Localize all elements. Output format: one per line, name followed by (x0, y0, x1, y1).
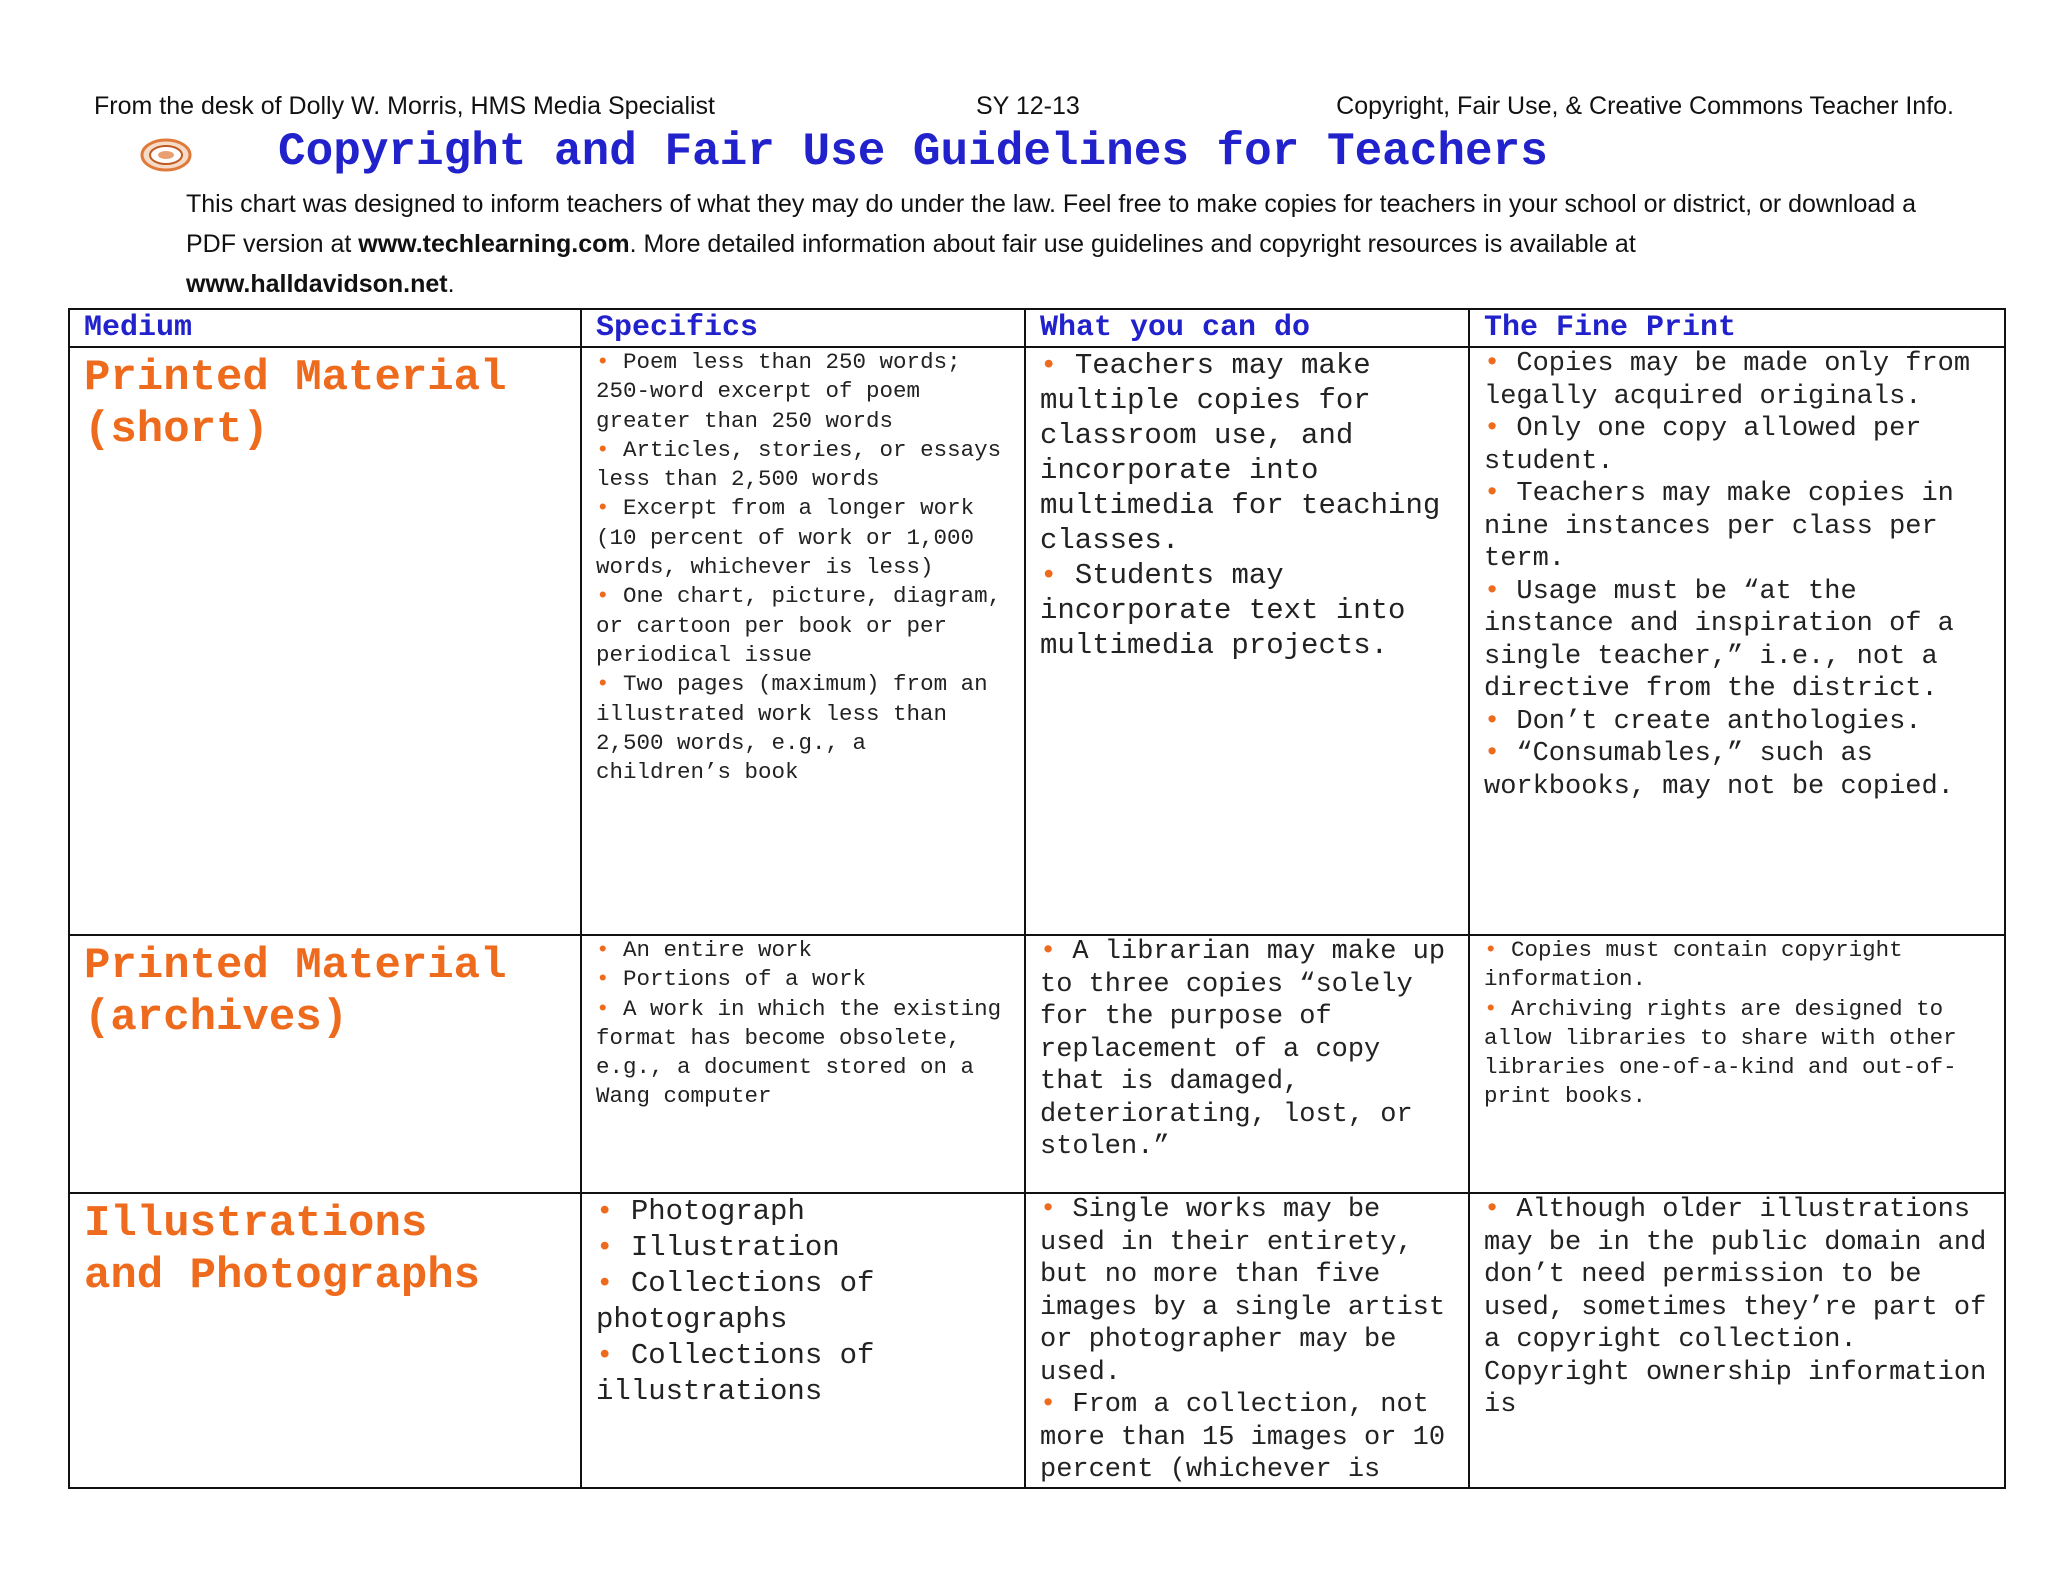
fine-print-list (1484, 936, 1990, 1112)
can-do-list (1040, 936, 1454, 1164)
column-header-medium: Medium (69, 309, 581, 347)
medium-line: Printed Material (84, 353, 507, 403)
guidelines-table (68, 308, 2006, 1489)
list-item: • A work in which the existing format has become obsolete, e.g., a document stored on a Wang computer (596, 995, 1002, 1110)
fine-print-list (1484, 1194, 1990, 1422)
header-topic: Copyright, Fair Use, & Creative Commons Teacher Info. (1336, 92, 1954, 120)
list-item: • Photograph (596, 1195, 805, 1228)
techlearning-link[interactable]: www.techlearning.com (358, 230, 630, 258)
specifics-list (596, 348, 1010, 787)
specifics-list (596, 1194, 1010, 1410)
page-title: Copyright and Fair Use Guidelines for Teachers (278, 126, 1548, 178)
list-item: • Only one copy allowed per student. (1484, 414, 1922, 477)
fine-print-cell (1469, 1193, 2005, 1488)
column-header-fine-print: The Fine Print (1469, 309, 2005, 347)
list-item: • An entire work (596, 937, 813, 963)
list-item: • Collections of illustrations (596, 1339, 875, 1408)
fine-print-cell (1469, 935, 2005, 1193)
list-item: • Articles, stories, or essays less than 2,500 words (596, 436, 1002, 493)
list-item: • Don’t create anthologies. (1484, 706, 1922, 737)
table-row (69, 935, 2005, 1193)
list-item: • Copies may be made only from legally acquired originals. (1484, 349, 1971, 412)
list-item: • Excerpt from a longer work (10 percent of work or 1,000 words, whichever is less) (596, 495, 975, 581)
intro-text-3: . (447, 270, 455, 298)
list-item: • Students may incorporate text into multimedia projects. (1040, 559, 1406, 662)
table-header-row (69, 309, 2005, 347)
list-item: • Copies must contain copyright information. (1484, 937, 1903, 993)
list-item: • Archiving rights are designed to allow libraries to share with other libraries one-of-a-kind and out-of-print books. (1484, 995, 1957, 1110)
header-author: From the desk of Dolly W. Morris, HMS Media Specialist (94, 92, 715, 120)
intro-text-2: . More detailed information about fair use guidelines and copyright resources is available at (629, 230, 1636, 258)
can-do-cell (1025, 935, 1469, 1193)
list-item: • Illustration (596, 1231, 840, 1264)
list-item: • Teachers may make multiple copies for classroom use, and incorporate into multimedia for teaching classes. (1040, 349, 1441, 557)
list-item: • Collections of photographs (596, 1267, 875, 1336)
medium-line: and Photographs (84, 1251, 481, 1301)
can-do-list (1040, 1194, 1454, 1487)
halldavidson-link[interactable]: www.halldavidson.net (186, 270, 448, 298)
list-item: • From a collection, not more than 15 images or 10 percent (whichever is (1040, 1390, 1446, 1485)
column-header-specifics: Specifics (581, 309, 1025, 347)
list-item: • One chart, picture, diagram, or cartoon per book or per periodical issue (596, 583, 1002, 668)
specifics-cell (581, 935, 1025, 1193)
medium-line: Illustrations (84, 1199, 428, 1249)
intro-text-1: This chart was designed to inform teachers of what they may do under the law. Feel free to make copies for teachers in your school or district, or download a PDF version at (186, 190, 1917, 258)
medium-cell (69, 935, 581, 1193)
list-item: • Usage must be “at the instance and inspiration of a single teacher,” i.e., not a directive from the district. (1484, 576, 1954, 704)
list-item: • Portions of a work (596, 966, 867, 993)
column-header-can-do: What you can do (1025, 309, 1469, 347)
header-school-year: SY 12-13 (976, 92, 1080, 120)
medium-line: (short) (84, 405, 269, 455)
list-item: • A librarian may make up to three copies “solely for the purpose of replacement of a copy that is damaged, deteriorating, lost, or stolen.” (1040, 937, 1446, 1162)
list-item: • “Consumables,” such as workbooks, may not be copied. (1484, 739, 1954, 802)
list-item: • Two pages (maximum) from an illustrated work less than 2,500 words, e.g., a children’s book (596, 671, 988, 786)
medium-line: Printed Material (84, 941, 507, 991)
list-item: • Poem less than 250 words; 250-word excerpt of poem greater than 250 words (596, 349, 961, 434)
seal-logo-icon (140, 138, 192, 172)
specifics-cell (581, 347, 1025, 935)
can-do-cell (1025, 1193, 1469, 1488)
medium-cell (69, 1193, 581, 1488)
list-item: • Teachers may make copies in nine instances per class per term. (1484, 479, 1954, 574)
list-item: • Although older illustrations may be in the public domain and don’t need permission to be used, sometimes they’re part of a copyright collection. Copyright ownership information is (1484, 1195, 1987, 1420)
table-row (69, 347, 2005, 935)
table-row (69, 1193, 2005, 1488)
intro-paragraph (186, 184, 1946, 304)
specifics-list (596, 936, 1010, 1112)
can-do-list (1040, 348, 1454, 663)
fine-print-cell (1469, 347, 2005, 935)
can-do-cell (1025, 347, 1469, 935)
medium-line: (archives) (84, 993, 349, 1043)
fine-print-list (1484, 348, 1990, 803)
medium-cell (69, 347, 581, 935)
specifics-cell (581, 1193, 1025, 1488)
running-header (94, 92, 1954, 124)
list-item: • Single works may be used in their entirety, but no more than five images by a single artist or photographer may be used. (1040, 1195, 1446, 1388)
